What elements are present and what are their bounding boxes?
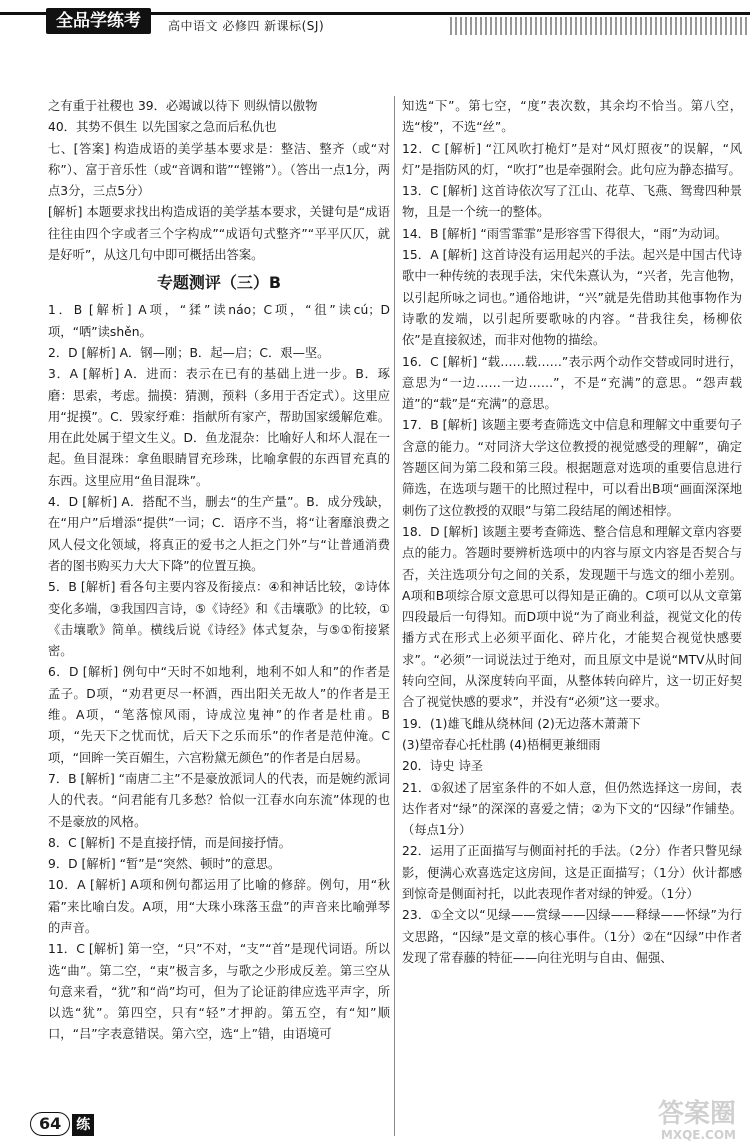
book-subtitle: 高中语文 必修四 新课标(SJ) — [168, 19, 325, 33]
answer-paragraph: 4．D [解析] A．搭配不当，删去“的生产量”。B．成分残缺，在“用户”后增添“提供”一词；C．语序不当，将“让奢靡浪费之风人侵文化领域，将真正的爱书之人拒之门外”与“让普通消费者的图书购买力大大下降”的位置互换。 — [48, 495, 390, 573]
answer-paragraph: 40．其势不俱生 以先国家之急而后私仇也 — [48, 120, 277, 135]
answer-paragraph: 9．D [解析] “暂”是“突然、顿时”的意思。 — [48, 857, 281, 872]
answer-paragraph: 15．A [解析] 这首诗没有运用起兴的手法。起兴是中国古代诗歌中一种传统的表现手法，宋代朱熹认为，“兴者，先言他物，以引起所咏之词也。”通俗地讲，“兴”就是先借助其他事物作为诗歌的发端，以引起所要歌咏的内容。“昔我往矣，杨柳依依”是直接叙述，而非对他物的描绘。 — [402, 248, 742, 348]
left-column — [48, 96, 390, 1046]
watermark-sub: MXQE.COM — [660, 1128, 736, 1142]
answer-paragraph: 22．运用了正面描写与侧面衬托的手法。（2分）作者只瞥见绿影，便满心欢喜选定这房间，这是正面描写；（1分）伙计都感到惊奇是侧面衬托，以此表现作者对绿的钟爱。（1分） — [402, 844, 742, 901]
answer-paragraph: 12．C [解析] “江风吹打桅灯”是对“风灯照夜”的误解，“风灯”是指防风的灯，“吹打”也是牵强附会。此句应为静态描写。 — [402, 141, 742, 177]
answer-paragraph: 18．D [解析] 该题主要考查筛选、整合信息和理解文章内容要点的能力。答题时要辨析选项中的内容与原文内容是否契合与否，关注选项分句之间的关系，发现题干与选文的细小差别。A项和B项综合原文意思可以得知是正确的。C项可以从文章第四段最后一句得知。而D项中说“为了商业利益，视觉文化的传播方式在形式上必须平面化、碎片化，才能契合视觉快感要求”。“必须”一词说法过于绝对，而且原文中是说“MTV从时间转向空间，从深度转向平面，从整体转向碎片，这一切正好契合了视觉快感的要求”，并没有“必须”这一要求。 — [402, 524, 742, 710]
answer-paragraph: 11．C [解析] 第一空，“只”不对，“支”“首”是现代词语。所以选“曲”。第二空，“束”极言多，与歌之少形成反差。第三空从句意来看，“犹”和“尚”均可，但为了论证韵律应选平声字，所以选“犹”。第四空，只有“轻”才押韵。第五空，有“知”顺口，“吕”字表意错误。第六空，选“上”错，由语境可 — [48, 942, 390, 1042]
answer-paragraph: 17．B [解析] 该题主要考查筛选文中信息和理解文中重要句子含意的能力。“对同济大学这位教授的视觉感受的理解”，确定答题区间为第二段和第三段。根据题意对选项的重要信息进行筛选，在选项与题干的比照过程中，可以看出B项“画面深深地刺伤了这位教授的双眼”与第二段结尾的阐述相悖。 — [402, 418, 742, 518]
watermark — [658, 1100, 736, 1142]
answer-paragraph: 10．A [解析] A项和例句都运用了比喻的修辞。例句，用“秋霜”来比喻白发。A项，用“大珠小珠落玉盘”的声音来比喻弹琴的声音。 — [48, 878, 390, 935]
answer-paragraph: 20．诗史 诗圣 — [402, 759, 484, 774]
watermark-main: 答案圈 — [657, 1099, 736, 1129]
answer-paragraph: 5．B [解析] 看各句主要内容及衔接点：④和神话比较，②诗体变化多端，③我国四言诗，⑤《诗经》和《击壤歌》的比较，①《击壤歌》简单。横线后说《诗经》体式复杂，与⑤①衔接紧密。 — [48, 580, 390, 659]
answer-paragraph: 3．A [解析] A．进而：表示在已有的基础上进一步。B．琢磨：思索，考虑。揣摸：猜测，预料（多用于否定式）。这里应用“捉摸”。C．毁家纾难：指献所有家产，帮助国家缓解危难。用在此处属于望文生义。D．鱼龙混杂：比喻好人和坏人混在一起。鱼目混珠：拿鱼眼睛冒充珍珠，比喻拿假的东西冒充真的东西。这里应用“鱼目混珠”。 — [48, 367, 390, 488]
header-decoration — [450, 17, 750, 35]
answer-paragraph: (3)望帝春心托杜鹃 (4)梧桐更兼细雨 — [402, 737, 601, 752]
footer-label: 练 — [72, 1114, 94, 1136]
page-header — [0, 8, 750, 36]
answer-paragraph: 之有重于社稷也 39．必竭诚以待下 则纵情以傲物 — [48, 99, 318, 113]
page-number: 64 — [30, 1112, 70, 1136]
answer-paragraph: 知选“下”。第七空，“度”表次数，其余均不恰当。第八空，选“梭”，不选“丝”。 — [402, 99, 742, 135]
answer-paragraph: 6．D [解析] 例句中“天时不如地利，地利不如人和”的作者是孟子。D项，“劝君更尽一杯酒，西出阳关无故人”的作者是王维。A项，“笔落惊风雨，诗成泣鬼神”的作者是杜甫。B项，“先天下之忧而忧，后天下之乐而乐”的作者是范仲淹。C项，“回眸一笑百媚生，六宫粉黛无颜色”的作者是白居易。 — [48, 665, 390, 765]
answer-paragraph: 7．B [解析] “南唐二主”不是豪放派词人的代表，而是婉约派词人的代表。“问君能有几多愁？恰似一江春水向东流”体现的也不是豪放的风格。 — [48, 771, 390, 829]
answer-paragraph: 14．B [解析] “雨雪霏霏”是形容雪下得很大，“雨”为动词。 — [402, 226, 728, 241]
answer-paragraph: 8．C [解析] 不是直接抒情，而是间接抒情。 — [48, 835, 291, 850]
answer-paragraph: 21．①叙述了居室条件的不如人意，但仍然选择这一房间，表达作者对“绿”的深深的喜爱之情；②为下文的“囚绿”作铺垫。（每点1分） — [402, 780, 742, 838]
answer-paragraph: 七、[答案] 构造成语的美学基本要求是：整洁、整齐（或“对称”）、富于音乐性（或“音调和谐”“铿锵”）。（答出一点1分，两点3分，三点5分） — [48, 141, 390, 199]
answer-paragraph: 19．(1)雄飞雌从绕林间 (2)无边落木萧萧下 — [402, 716, 641, 731]
answer-paragraph: 2．D [解析] A．钢—刚；B．起—启；C．艰—坚。 — [48, 345, 330, 360]
answer-paragraph: 13．C [解析] 这首诗依次写了江山、花草、飞燕、鸳鸯四种景物，且是一个统一的整体。 — [402, 184, 742, 220]
answer-paragraph: 23．①全文以“见绿——赏绿——囚绿——释绿——怀绿”为行文思路，“囚绿”是文章的核心事件。（1分）②在“囚绿”中作者发现了常春藤的特征——向往光明与自由、倔强、 — [402, 908, 742, 965]
right-column — [402, 96, 742, 969]
section-title: 专题测评（三）B — [156, 273, 282, 293]
answer-paragraph: [解析] 本题要求找出构造成语的美学基本要求，关键句是“成语往往由四个字或者三个字构成”“成语句式整齐”“平平仄仄，就是好听”，从这几句中即可概括出答案。 — [48, 205, 390, 263]
page-footer — [30, 1112, 94, 1138]
answer-paragraph: 1．B [解析] A项，“猱”读náo；C项，“徂”读cú；D项，“哂”读shěn。 — [48, 303, 390, 339]
brand-badge: 全品学练考 — [46, 8, 151, 34]
column-divider — [394, 96, 395, 1136]
answer-paragraph: 16．C [解析] “载……载……”表示两个动作交替或同时进行，意思为“一边……一边……”，不是“充满”的意思。“怨声载道”的“载”是“充满”的意思。 — [402, 354, 742, 412]
